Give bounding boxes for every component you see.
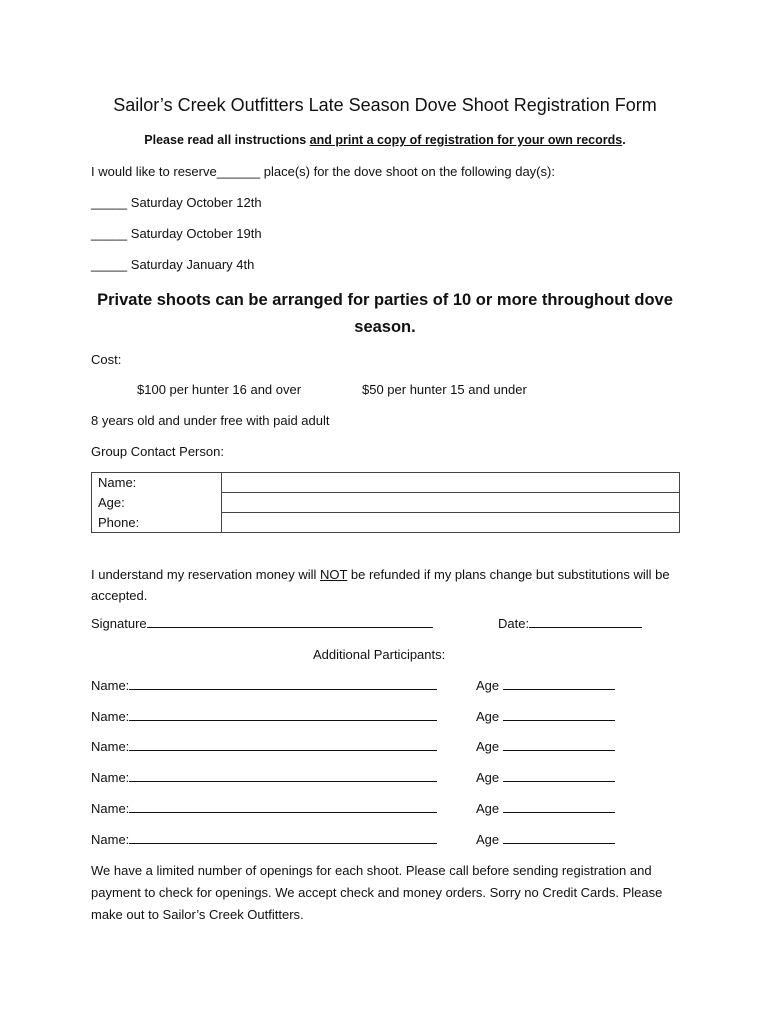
additional-participants-heading: Additional Participants: bbox=[313, 647, 446, 662]
participant-age-label: Age bbox=[476, 801, 500, 816]
participant-name-row-3 bbox=[91, 739, 437, 754]
date-label: Date: bbox=[498, 616, 530, 631]
contact-name-field[interactable] bbox=[222, 473, 680, 493]
participant-name-label: Name: bbox=[91, 678, 130, 693]
reserve-after: place(s) for the dove shoot on the following day(s): bbox=[260, 164, 555, 179]
date-field[interactable] bbox=[529, 626, 642, 628]
contact-name-label: Name: bbox=[92, 473, 222, 493]
date-blank[interactable]: _____ bbox=[91, 195, 128, 210]
participant-name-field[interactable] bbox=[129, 780, 437, 782]
participant-age-label: Age bbox=[476, 709, 500, 724]
date-label: Saturday October 19th bbox=[127, 226, 262, 241]
participant-age-field[interactable] bbox=[503, 688, 615, 690]
refund-not: NOT bbox=[320, 567, 348, 582]
participant-name-row-4 bbox=[91, 770, 437, 785]
participant-name-field[interactable] bbox=[129, 842, 437, 844]
table-row bbox=[92, 473, 680, 493]
cost-label: Cost: bbox=[91, 352, 122, 367]
participant-age-label: Age bbox=[476, 678, 500, 693]
form-title: Sailor’s Creek Outfitters Late Season Dove Shoot Registration Form bbox=[113, 95, 657, 115]
participant-name-label: Name: bbox=[91, 739, 130, 754]
reserve-line bbox=[91, 164, 555, 179]
reserve-before: I would like to reserve bbox=[91, 164, 217, 179]
participant-age-row-6 bbox=[476, 832, 615, 847]
refund-before: I understand my reservation money will bbox=[91, 567, 321, 582]
participant-name-label: Name: bbox=[91, 770, 130, 785]
participant-name-label: Name: bbox=[91, 832, 130, 847]
participant-name-row-6 bbox=[91, 832, 437, 847]
private-shoots-notice bbox=[0, 287, 770, 341]
signature-label: Signature bbox=[91, 616, 147, 631]
participant-name-row-1 bbox=[91, 678, 437, 693]
date-blank[interactable]: _____ bbox=[91, 226, 128, 241]
participant-age-label: Age bbox=[476, 739, 500, 754]
contact-phone-field[interactable] bbox=[222, 513, 680, 533]
participant-name-label: Name: bbox=[91, 709, 130, 724]
participant-age-field[interactable] bbox=[503, 811, 615, 813]
table-row bbox=[92, 513, 680, 533]
participant-name-label: Name: bbox=[91, 801, 130, 816]
participant-name-field[interactable] bbox=[129, 688, 437, 690]
reserve-blank[interactable]: ______ bbox=[216, 164, 261, 179]
signature-field[interactable] bbox=[147, 626, 433, 628]
participant-name-field[interactable] bbox=[129, 749, 437, 751]
group-contact-label: Group Contact Person: bbox=[91, 444, 224, 459]
participant-name-row-5 bbox=[91, 801, 437, 816]
cost-child: 8 years old and under free with paid adult bbox=[91, 413, 330, 428]
signature-row bbox=[91, 616, 433, 631]
private-shoots-text: Private shoots can be arranged for parties of 10 or more throughout dove season. bbox=[97, 291, 673, 336]
instructions-underlined: and print a copy of registration for your own records bbox=[309, 133, 623, 147]
participant-name-field[interactable] bbox=[129, 719, 437, 721]
instructions-text: Please read all instructions bbox=[144, 133, 310, 147]
participant-age-field[interactable] bbox=[503, 719, 615, 721]
participant-age-field[interactable] bbox=[503, 842, 615, 844]
contact-age-field[interactable] bbox=[222, 493, 680, 513]
footer-notice: We have a limited number of openings for each shoot. Please call before sending registration and payment to check for openings. We accept check and money orders. Sorry no Credit Cards. Please make out to Sailor’s Creek Outfitters. bbox=[91, 863, 663, 922]
table-row bbox=[92, 493, 680, 513]
participant-age-row-2 bbox=[476, 709, 615, 724]
participant-age-row-3 bbox=[476, 739, 615, 754]
participant-age-label: Age bbox=[476, 770, 500, 785]
instructions-period: . bbox=[622, 133, 626, 147]
instructions bbox=[0, 133, 770, 147]
date-option-oct12 bbox=[91, 195, 262, 210]
date-row bbox=[498, 616, 642, 631]
participant-age-field[interactable] bbox=[503, 749, 615, 751]
cost-adult: $100 per hunter 16 and over bbox=[137, 382, 302, 397]
date-label: Saturday January 4th bbox=[127, 257, 255, 272]
participant-age-field[interactable] bbox=[503, 780, 615, 782]
date-option-oct19 bbox=[91, 226, 262, 241]
participant-age-row-4 bbox=[476, 770, 615, 785]
date-blank[interactable]: _____ bbox=[91, 257, 128, 272]
participant-name-row-2 bbox=[91, 709, 437, 724]
date-label: Saturday October 12th bbox=[127, 195, 262, 210]
contact-phone-label: Phone: bbox=[92, 513, 222, 533]
participant-name-field[interactable] bbox=[129, 811, 437, 813]
contact-age-label: Age: bbox=[92, 493, 222, 513]
refund-policy bbox=[91, 564, 681, 606]
participant-age-label: Age bbox=[476, 832, 500, 847]
cost-youth: $50 per hunter 15 and under bbox=[362, 382, 527, 397]
participant-age-row-1 bbox=[476, 678, 615, 693]
refund-after: be refunded if my plans change but substitutions will be accepted. bbox=[91, 567, 670, 603]
participant-age-row-5 bbox=[476, 801, 615, 816]
date-option-jan4 bbox=[91, 257, 254, 272]
group-contact-table bbox=[91, 472, 680, 533]
